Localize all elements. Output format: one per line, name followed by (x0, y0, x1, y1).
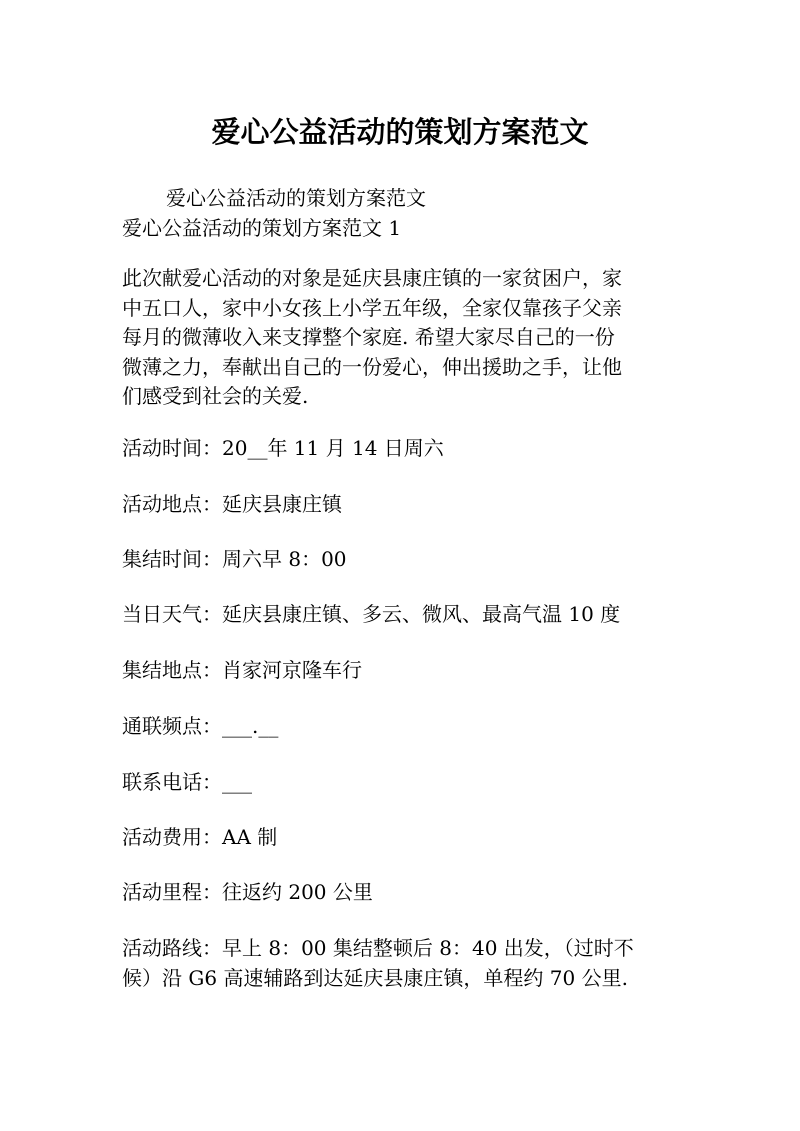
radio-frequency: 通联频点：___.__ (122, 714, 279, 738)
subtitle-section: 爱心公益活动的策划方案范文 1 (122, 216, 402, 240)
intro-line: 中五口人，家中小女孩上小学五年级，全家仅靠孩子父亲 (122, 295, 622, 320)
intro-line: 微薄之力，奉献出自己的一份爱心，伸出援助之手，让他 (122, 354, 622, 379)
intro-paragraph (122, 264, 668, 412)
weather: 当日天气：延庆县康庄镇、多云、微风、最高气温 10 度 (122, 602, 621, 626)
gather-place: 集结地点：肖家河京隆车行 (122, 658, 362, 682)
activity-distance: 活动里程：往返约 200 公里 (122, 880, 373, 904)
subtitle-main: 爱心公益活动的策划方案范文 (166, 186, 426, 210)
document-title: 爱心公益活动的策划方案范文 (211, 115, 589, 149)
intro-line: 们感受到社会的关爱. (122, 384, 309, 408)
route-line: 活动路线：早上 8：00 集结整顿后 8：40 出发，（过时不 (122, 936, 634, 960)
gather-time: 集结时间：周六早 8：00 (122, 547, 347, 571)
contact-phone: 联系电话：___ (122, 770, 252, 794)
intro-line: 此次献爱心活动的对象是延庆县康庄镇的一家贫困户，家 (122, 266, 622, 290)
activity-place: 活动地点：延庆县康庄镇 (122, 492, 342, 516)
route-line: 候）沿 G6 高速辅路到达延庆县康庄镇，单程约 70 公里. (122, 965, 628, 990)
intro-line: 每月的微薄收入来支撑整个家庭. 希望大家尽自己的一份 (122, 325, 615, 349)
activity-time: 活动时间：20__年 11 月 14 日周六 (122, 436, 444, 460)
activity-cost: 活动费用：AA 制 (122, 825, 278, 849)
route-paragraph (122, 934, 668, 993)
